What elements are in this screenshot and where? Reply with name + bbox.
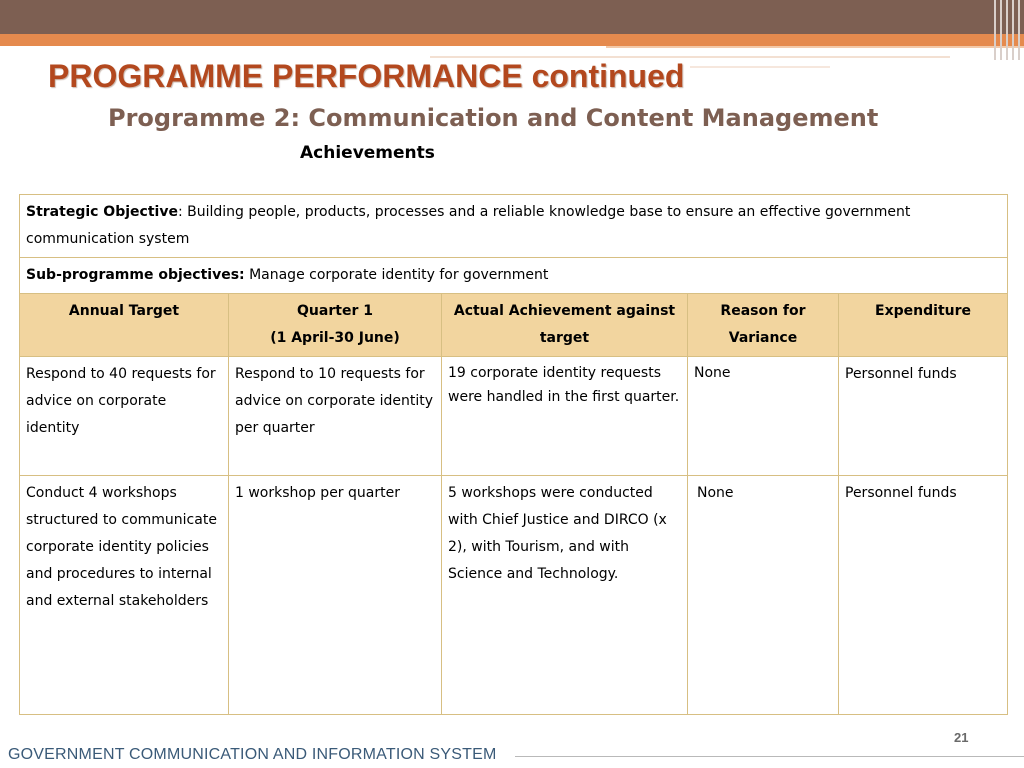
header-annual-target: Annual Target — [20, 294, 229, 357]
subprogramme-objective-text: Manage corporate identity for government — [244, 267, 549, 283]
performance-table — [19, 194, 1008, 715]
table-row — [20, 357, 1008, 476]
slide-title: PROGRAMME PERFORMANCE continued — [48, 58, 685, 94]
decorative-line — [606, 46, 1024, 48]
subprogramme-objective-row — [20, 258, 1008, 294]
header-quarter-1-line2: (1 April-30 June) — [270, 330, 400, 346]
cell-actual-achievement: 19 corporate identity requests were handled in the first quarter. — [442, 357, 688, 476]
page-number: 21 — [954, 730, 969, 745]
subprogramme-objective-cell — [20, 258, 1008, 294]
footer-divider — [515, 756, 1024, 757]
header-band — [0, 0, 1024, 34]
cell-annual-target: Conduct 4 workshops structured to communicate corporate identity policies and procedures to internal and external stakeholders — [20, 476, 229, 715]
header-accent-band — [0, 34, 1024, 46]
footer-organization: GOVERNMENT COMMUNICATION AND INFORMATION SYSTEM — [8, 746, 497, 763]
cell-reason: None — [688, 357, 839, 476]
strategic-objective-cell — [20, 195, 1008, 258]
subprogramme-objective-label: Sub-programme objectives: — [26, 267, 245, 283]
cell-annual-target: Respond to 40 requests for advice on corporate identity — [20, 357, 229, 476]
cell-actual-achievement: 5 workshops were conducted with Chief Justice and DIRCO (x 2), with Tourism, and with Science and Technology. — [442, 476, 688, 715]
header-quarter-1 — [229, 294, 442, 357]
table-header-row — [20, 294, 1008, 357]
section-heading: Achievements — [300, 143, 435, 163]
cell-expenditure: Personnel funds — [839, 357, 1008, 476]
header-quarter-1-line1: Quarter 1 — [297, 303, 373, 319]
decorative-stripes — [990, 0, 1024, 60]
slide-subtitle: Programme 2: Communication and Content Management — [108, 104, 879, 132]
strategic-objective-label: Strategic Objective — [26, 204, 178, 220]
header-actual-achievement: Actual Achievement against target — [442, 294, 688, 357]
strategic-objective-text: : Building people, products, processes and a reliable knowledge base to ensure an effective government communication system — [26, 204, 911, 247]
strategic-objective-row — [20, 195, 1008, 258]
decorative-line — [690, 66, 830, 68]
cell-expenditure: Personnel funds — [839, 476, 1008, 715]
table-row — [20, 476, 1008, 715]
cell-quarter-target: 1 workshop per quarter — [229, 476, 442, 715]
cell-reason: None — [688, 476, 839, 715]
cell-quarter-target: Respond to 10 requests for advice on corporate identity per quarter — [229, 357, 442, 476]
header-expenditure: Expenditure — [839, 294, 1008, 357]
header-reason-for-variance: Reason for Variance — [688, 294, 839, 357]
